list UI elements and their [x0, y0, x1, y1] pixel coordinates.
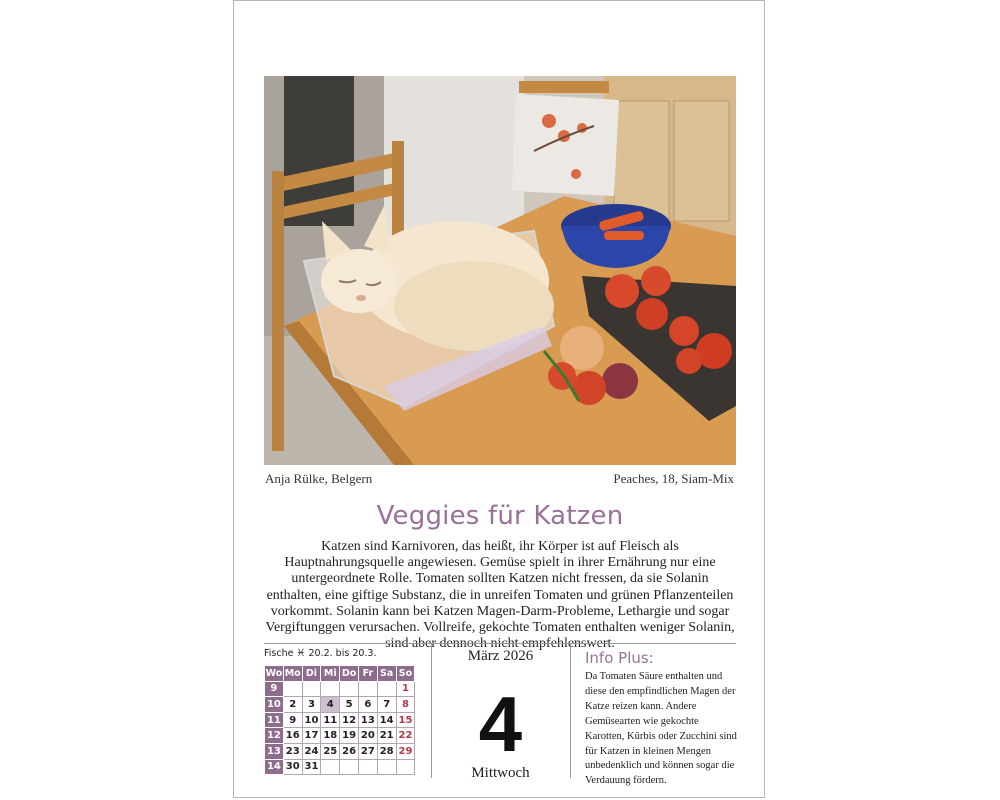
calendar-day: 14 — [377, 712, 396, 728]
calendar-day: 16 — [283, 728, 302, 744]
calendar-page — [233, 0, 765, 798]
pet-info: Peaches, 18, Siam-Mix — [613, 471, 734, 486]
calendar-day: 5 — [340, 697, 359, 713]
calendar-header: Fr — [358, 666, 377, 682]
calendar-day — [358, 759, 377, 775]
calendar-day: 19 — [340, 728, 359, 744]
calendar-day: 15 — [396, 712, 415, 728]
calendar-day: 4 — [321, 697, 340, 713]
calendar-header: Di — [302, 666, 321, 682]
calendar-header: Do — [340, 666, 359, 682]
calendar-day — [396, 759, 415, 775]
calendar-day: 8 — [396, 697, 415, 713]
calendar-header: So — [396, 666, 415, 682]
calendar-day — [340, 759, 359, 775]
article-title: Veggies für Katzen — [376, 501, 624, 531]
calendar-day — [283, 681, 302, 697]
calendar-day: 21 — [377, 728, 396, 744]
calendar-week-row — [265, 728, 415, 744]
info-text: Da Tomaten Säure enthalten und diese den empfindlichen Magen der Katze reizen kann. Andere Gemüsearten wie gekochte Karotten, Kürbis oder Zucchini sind für Katzen in kleinen Mengen unbedenklich und können sogar die Verdauung fördern. — [585, 671, 737, 787]
day-number: 4 — [478, 680, 523, 768]
calendar-day: 7 — [377, 697, 396, 713]
calendar-week-row — [265, 681, 415, 697]
calendar-day: 27 — [358, 743, 377, 759]
calendar-week-row — [265, 712, 415, 728]
calendar-week-row — [265, 697, 415, 713]
week-number: 11 — [265, 712, 284, 728]
calendar-day: 29 — [396, 743, 415, 759]
week-number: 10 — [265, 697, 284, 713]
photo-credit: Anja Rülke, Belgern — [265, 471, 373, 486]
calendar-day: 13 — [358, 712, 377, 728]
calendar-day: 20 — [358, 728, 377, 744]
calendar-day: 18 — [321, 728, 340, 744]
calendar-header: Wo — [265, 666, 284, 682]
calendar-day: 10 — [302, 712, 321, 728]
horizontal-divider — [264, 643, 736, 644]
zodiac-sign — [264, 648, 377, 659]
calendar-day — [377, 681, 396, 697]
week-number: 13 — [265, 743, 284, 759]
column-divider — [570, 644, 571, 778]
calendar-day: 2 — [283, 697, 302, 713]
week-number: 14 — [265, 759, 284, 775]
calendar-header: Sa — [377, 666, 396, 682]
calendar-day — [321, 681, 340, 697]
calendar-day: 17 — [302, 728, 321, 744]
calendar-day: 12 — [340, 712, 359, 728]
calendar-day — [321, 759, 340, 775]
info-heading: Info Plus: — [585, 649, 654, 667]
calendar-header: Mi — [321, 666, 340, 682]
photo-illustration — [264, 76, 736, 465]
calendar-week-row — [265, 759, 415, 775]
calendar-day: 22 — [396, 728, 415, 744]
article-body: Katzen sind Karnivoren, das heißt, ihr Körper ist auf Fleisch als Hauptnahrungsquelle angewiesen. Gemüse spielt in ihrer Ernährung nur eine untergeordnete Rolle. Tomaten sollten Katzen nicht fressen, da sie Solanin enthalten, eine giftige Substanz, die in unreifen Tomaten und grünen Pflanzenteilen vorkommt. Solanin kann bei Katzen Magen-Darm-Probleme, Lethargie und sogar Vergiftunggen verursachen. Vollreife, gekochte Tomaten enthalten weniger Solanin, sind aber dennoch nicht empfehlenswert. — [265, 539, 735, 652]
calendar-header-row — [265, 666, 415, 682]
pisces-icon: ♓ — [296, 648, 306, 659]
zodiac-name: Fische — [264, 648, 294, 659]
calendar-day: 1 — [396, 681, 415, 697]
calendar-day: 24 — [302, 743, 321, 759]
zodiac-range: 20.2. bis 20.3. — [308, 648, 377, 659]
calendar-day: 6 — [358, 697, 377, 713]
week-number: 12 — [265, 728, 284, 744]
calendar-day: 25 — [321, 743, 340, 759]
calendar-day: 28 — [377, 743, 396, 759]
week-number: 9 — [265, 681, 284, 697]
calendar-day: 23 — [283, 743, 302, 759]
calendar-day — [340, 681, 359, 697]
calendar-day: 31 — [302, 759, 321, 775]
calendar-day: 9 — [283, 712, 302, 728]
calendar-day: 3 — [302, 697, 321, 713]
calendar-header: Mo — [283, 666, 302, 682]
month-year: März 2026 — [467, 648, 534, 664]
calendar-day: 11 — [321, 712, 340, 728]
weekday: Mittwoch — [471, 765, 530, 781]
calendar-day — [377, 759, 396, 775]
calendar-day: 30 — [283, 759, 302, 775]
calendar-week-row — [265, 743, 415, 759]
cat-photo — [264, 76, 736, 465]
calendar-day: 26 — [340, 743, 359, 759]
month-calendar — [264, 665, 415, 775]
calendar-day — [358, 681, 377, 697]
calendar-day — [302, 681, 321, 697]
